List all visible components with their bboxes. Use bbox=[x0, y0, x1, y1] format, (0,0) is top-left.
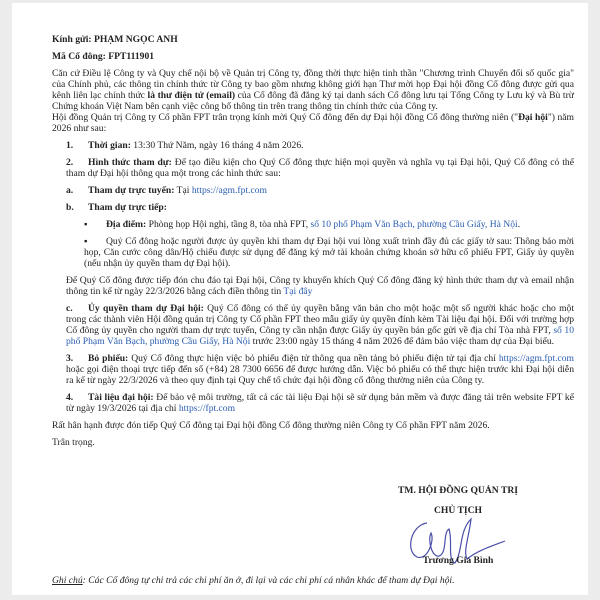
item-letter: b. bbox=[66, 202, 74, 213]
shareholder-code: Mã Cổ đông: FPT111901 bbox=[52, 51, 155, 62]
register-text: Để Quý Cổ đông được tiếp đón chu đáo tại Đại hội, Công ty khuyến khích Quý Cổ đông đăng ký hình thức tham dự và email nhận thông tin kể từ ngày 22/3/2026 bằng cách điền thông tin bbox=[66, 275, 574, 297]
bullet-text: Phòng họp Hội nghị, tầng 8, tòa nhà FPT, bbox=[146, 219, 311, 230]
item-time bbox=[52, 140, 574, 151]
agm-link[interactable]: https://agm.fpt.com bbox=[191, 185, 267, 196]
item-online bbox=[52, 185, 574, 196]
footnote-label: Ghi chú bbox=[52, 575, 83, 586]
register-link[interactable]: Tại đây bbox=[283, 286, 313, 297]
invite-paragraph bbox=[52, 112, 574, 134]
item-letter: c. bbox=[66, 303, 73, 314]
item-proxy bbox=[52, 303, 574, 347]
item-documents bbox=[52, 392, 574, 414]
item-number: 4. bbox=[66, 392, 74, 403]
item-label: Thời gian: bbox=[88, 140, 131, 151]
item-attendance-form bbox=[52, 157, 574, 179]
item-number: 1. bbox=[66, 140, 74, 151]
greeting: Kính gửi: PHẠM NGỌC ANH bbox=[52, 34, 178, 45]
intro-text-end: của Cổ đông đã đăng ký tại danh sách Cổ đông lưu tại Tổng Công ty Lưu ký và Bù trừ Chứng khoán Việt Nam bên cạnh việc công bố thông tin trên trang thông tin chính thức của Công ty. bbox=[52, 90, 574, 112]
item-text: Quý Cổ đông thực hiện việc bỏ phiếu điện tử thông qua nền tảng bỏ phiếu điện tử tại địa chỉ bbox=[128, 353, 499, 364]
item-label: Bỏ phiếu: bbox=[88, 353, 129, 364]
invite-text-end: ") năm 2026 như sau: bbox=[52, 112, 574, 134]
agm-link[interactable]: https://agm.fpt.com bbox=[498, 353, 574, 364]
item-label: Tham dự trực tiếp: bbox=[88, 202, 167, 213]
bullet-icon: ▪ bbox=[84, 219, 88, 230]
item-label: Ủy quyền tham dự Đại hội: bbox=[88, 303, 204, 314]
invite-text: Hội đồng Quản trị Công ty Cổ phần FPT trân trọng kính mời Quý Cổ đông đến dự Đại hội đồng Cổ đông thường niên (" bbox=[52, 112, 519, 123]
intro-text: Căn cứ Điều lệ Công ty và Quy chế nội bộ về Quản trị Công ty, đồng thời thực hiện tinh thần "Chương trình Chuyển đổi số quốc gia" của Chính phủ, các thông tin chính thức từ Công ty bao gồm nhưng không giới hạn Thư mời họp Đại hội đồng Cổ đông được gửi qua kênh liên lạc chính thức bbox=[52, 68, 574, 101]
bullet-documents bbox=[52, 236, 574, 269]
intro-paragraph bbox=[52, 68, 574, 112]
bullet-label: Địa điểm: bbox=[106, 219, 147, 230]
bullet-icon: ▪ bbox=[84, 236, 88, 247]
address-link[interactable]: số 10 phố Phạm Văn Bạch, phường Cầu Giấy, Hà Nội bbox=[66, 325, 574, 347]
letter-body bbox=[52, 34, 574, 448]
signer-name: Trương Gia Bình bbox=[422, 555, 494, 566]
item-label: Tài liệu đại hội: bbox=[88, 392, 154, 403]
item-label: Tham dự trực tuyến: bbox=[88, 185, 175, 196]
signature-title: CHỦ TỊCH bbox=[433, 505, 483, 516]
letter-page bbox=[12, 3, 588, 595]
footnote-text: : Các Cổ đông tự chi trả các chi phí ăn ở, đi lại và các chi phí cá nhân khác để tham dự Đại hội. bbox=[82, 575, 455, 586]
item-number: 2. bbox=[66, 157, 74, 168]
bullet-end: . bbox=[517, 219, 521, 230]
footnote bbox=[52, 575, 454, 586]
item-text: Để bảo vệ môi trường, tất cả các tài liệu Đại hội sẽ sử dụng bản mềm và được đăng tải trên website FPT kể từ ngày 19/3/2026 tại địa chỉ bbox=[66, 392, 574, 414]
item-text: 13:30 Thứ Năm, ngày 16 tháng 4 năm 2026. bbox=[130, 140, 304, 151]
item-text-end: trước 23:00 ngày 15 tháng 4 năm 2026 để đảm bảo việc tham dự của Đại biểu. bbox=[250, 336, 555, 347]
fpt-link[interactable]: https://fpt.com bbox=[178, 403, 236, 414]
item-text-end: hoặc gọi điện thoại trực tiếp đến số (+84) 28 7300 6656 để được hướng dẫn. Việc bỏ phiếu có thể thực hiện trước khi Đại hội diễn ra kể từ ngày 22/3/2026 và theo quy định tại Quy chế tổ chức đại hội đồng cổ đông thường niên của Công ty. bbox=[66, 364, 574, 386]
intro-bold: là thư điện tử (email) bbox=[147, 90, 236, 101]
item-label: Hình thức tham dự: bbox=[88, 157, 172, 168]
item-text: Tại bbox=[174, 185, 192, 196]
item-in-person bbox=[52, 202, 574, 213]
item-number: 3. bbox=[66, 353, 74, 364]
address-link[interactable]: số 10 phố Phạm Văn Bạch, phường Cầu Giấy, Hà Nội bbox=[310, 219, 518, 230]
invite-bold: Đại hội bbox=[518, 112, 548, 123]
item-voting bbox=[52, 353, 574, 386]
closing: Rất hân hạnh được đón tiếp Quý Cổ đông tại Đại hội đồng Cổ đông thường niên Công ty Cổ phần FPT năm 2026. bbox=[52, 420, 490, 431]
bullet-location bbox=[52, 219, 574, 230]
bullet-text: Quý Cổ đông hoặc người được ủy quyền khi tham dự Đại hội vui lòng xuất trình đầy đủ các giấy tờ sau: Thông báo mời họp, Căn cước công dân/Hộ chiếu được sử dụng để đăng ký mở tài khoản chứng khoán sở hữu cổ phiếu FPT, Giấy ủy quyền (nếu nhận ủy quyền tham dự Đại hội). bbox=[84, 236, 574, 269]
item-letter: a. bbox=[66, 185, 74, 196]
register-paragraph bbox=[52, 275, 574, 297]
item-text: Quý Cổ đông có thể ủy quyền bằng văn bản cho một hoặc một số người khác hoặc cho một trong các thành viên Hội đồng quản trị Công ty Cổ phần FPT theo mẫu giấy ủy quyền đính kèm Tài liệu đại hội. Đối với trường hợp Cổ đông ủy quyền cho người tham dự trực tuyến, Công ty cần nhận được Giấy ủy quyền bản gốc gửi về địa chỉ Tòa nhà FPT, bbox=[66, 303, 574, 336]
regards: Trân trọng. bbox=[52, 437, 95, 448]
item-text: Để tạo điều kiện cho Quý Cổ đông thực hiện mọi quyền và nghĩa vụ tại Đại hội, Quý Cổ đông có thể tham dự Đại hội thông qua một trong các hình thức sau: bbox=[66, 157, 574, 179]
signature-org: TM. HỘI ĐỒNG QUẢN TRỊ bbox=[397, 485, 519, 496]
